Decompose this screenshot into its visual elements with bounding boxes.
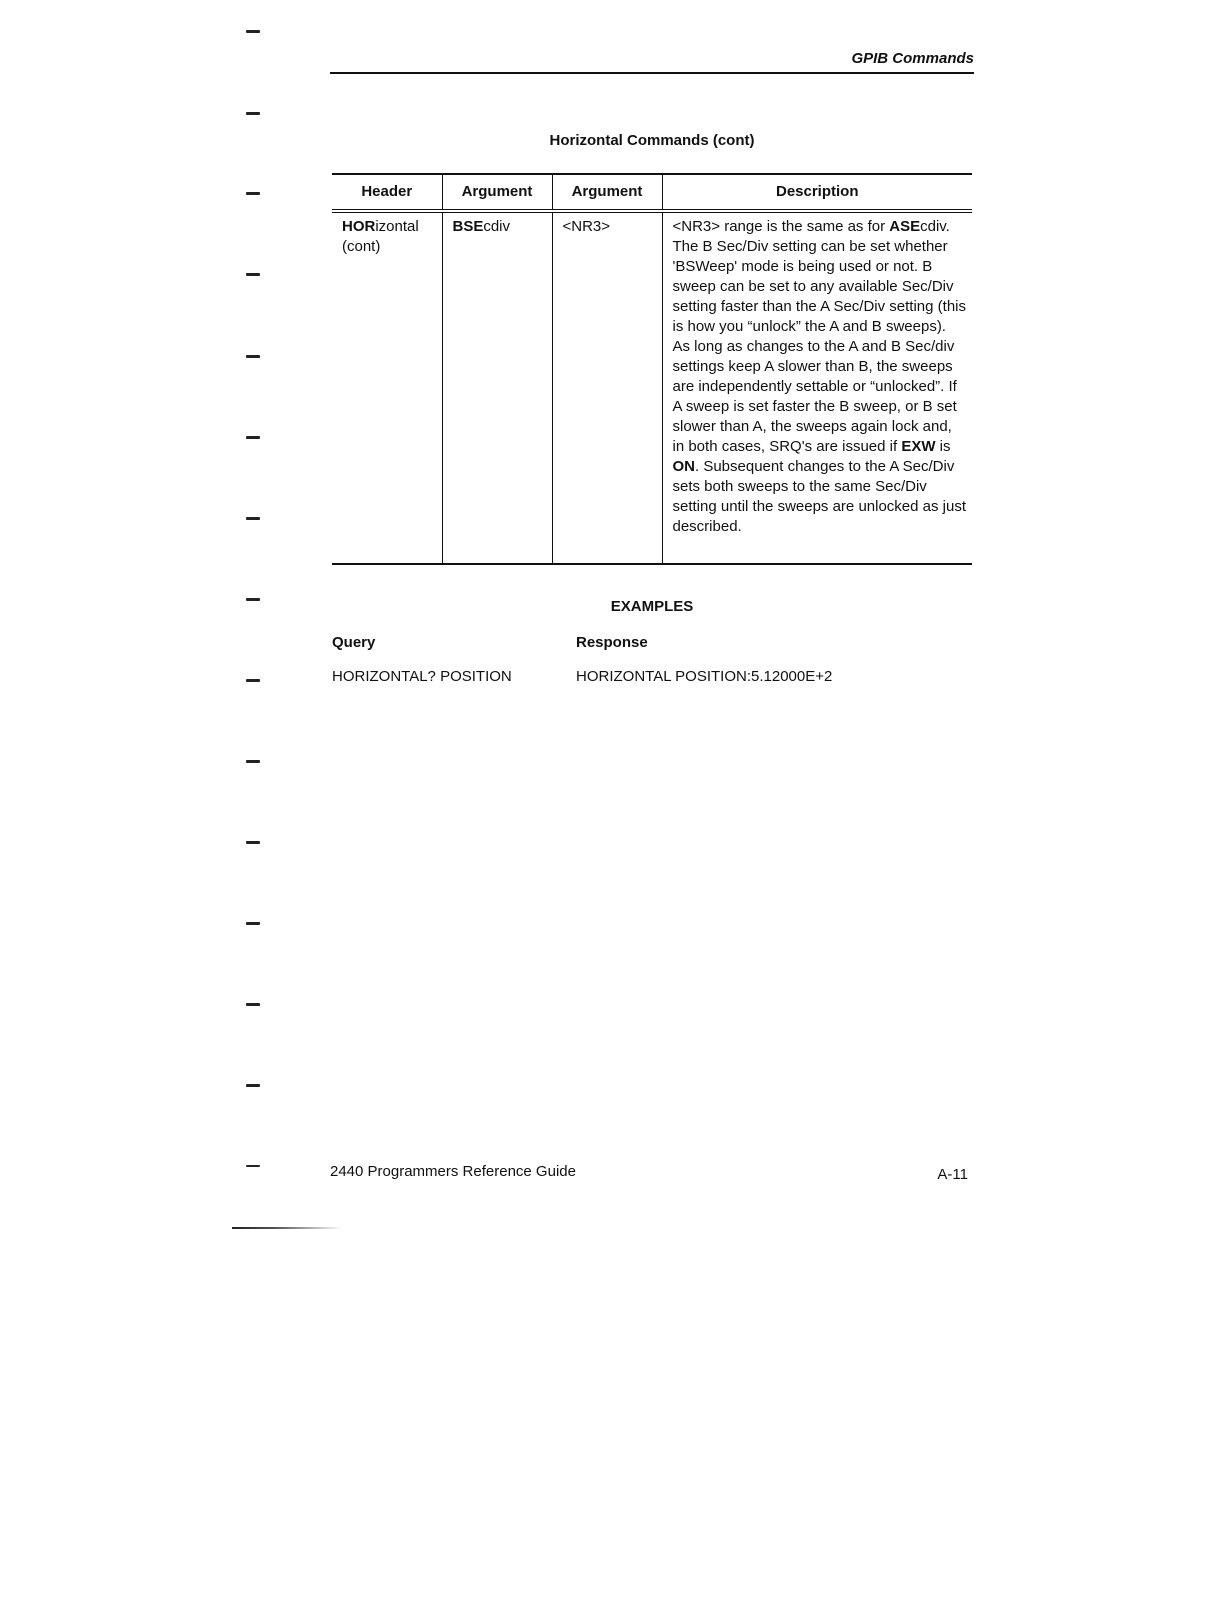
description-keyword: EXW	[901, 438, 936, 455]
header-cont: (cont)	[342, 238, 381, 255]
column-header: Argument	[552, 174, 662, 211]
argument-keyword-abbrev: BSE	[452, 218, 484, 235]
example-query: HORIZONTAL? POSITION	[332, 668, 512, 685]
description-text: <NR3> range is the same as for	[672, 218, 890, 235]
binder-mark	[246, 922, 260, 925]
description-cell	[662, 211, 972, 564]
response-label: Response	[576, 634, 648, 651]
column-header: Description	[662, 174, 972, 211]
table-title: Horizontal Commands (cont)	[549, 132, 755, 149]
description-text: is	[935, 438, 951, 455]
table-row	[332, 211, 972, 564]
header-keyword-abbrev: HOR	[342, 218, 376, 235]
header-rule	[330, 72, 974, 74]
binder-mark	[246, 355, 260, 358]
binder-mark	[246, 679, 260, 682]
page-number: A-11	[937, 1166, 968, 1183]
example-response: HORIZONTAL POSITION:5.12000E+2	[576, 668, 833, 685]
binder-mark	[246, 1003, 260, 1006]
header-keyword-rest: izontal	[375, 218, 419, 235]
footer-guide-title: 2440 Programmers Reference Guide	[330, 1163, 576, 1180]
description-keyword: ASE	[889, 218, 921, 235]
examples-title: EXAMPLES	[610, 598, 694, 615]
binder-mark	[246, 273, 260, 276]
column-header: Argument	[442, 174, 552, 211]
scan-artifact	[232, 1227, 342, 1229]
binder-mark	[246, 192, 260, 195]
description-text: . Subsequent changes to the A Sec/Div sets both sweeps to the same Sec/Div setting until the sweeps are unlocked as just described.	[672, 458, 967, 535]
binder-mark	[246, 1084, 260, 1087]
binder-mark	[246, 1165, 260, 1167]
binder-mark	[246, 841, 260, 844]
binder-mark	[246, 760, 260, 763]
argument-cell	[442, 211, 552, 564]
binder-mark	[246, 517, 260, 520]
running-head: GPIB Commands	[851, 50, 974, 67]
binder-mark	[246, 30, 260, 33]
argument-value-cell: <NR3>	[552, 211, 662, 564]
table-header-row	[332, 174, 972, 211]
binder-mark	[246, 598, 260, 601]
header-cell	[332, 211, 442, 564]
binder-mark	[246, 112, 260, 115]
argument-keyword-rest: cdiv	[483, 218, 511, 235]
commands-table	[332, 173, 972, 565]
description-text: cdiv. The B Sec/Div setting can be set whether 'BSWeep' mode is being used or not. B sweep can be set to any available Sec/Div setting faster than the A Sec/Div setting (this is how you “unlock” the A and B sweeps). As long as changes to the A and B Sec/div settings keep A slower than B, the sweeps are independently settable or “unlocked”. If A sweep is set faster the B sweep, or B set slower than A, the sweeps again lock and, in both cases, SRQ's are issued if	[672, 218, 966, 455]
query-label: Query	[332, 634, 376, 651]
description-keyword: ON	[672, 458, 695, 475]
column-header: Header	[332, 174, 442, 211]
binder-mark	[246, 436, 260, 439]
